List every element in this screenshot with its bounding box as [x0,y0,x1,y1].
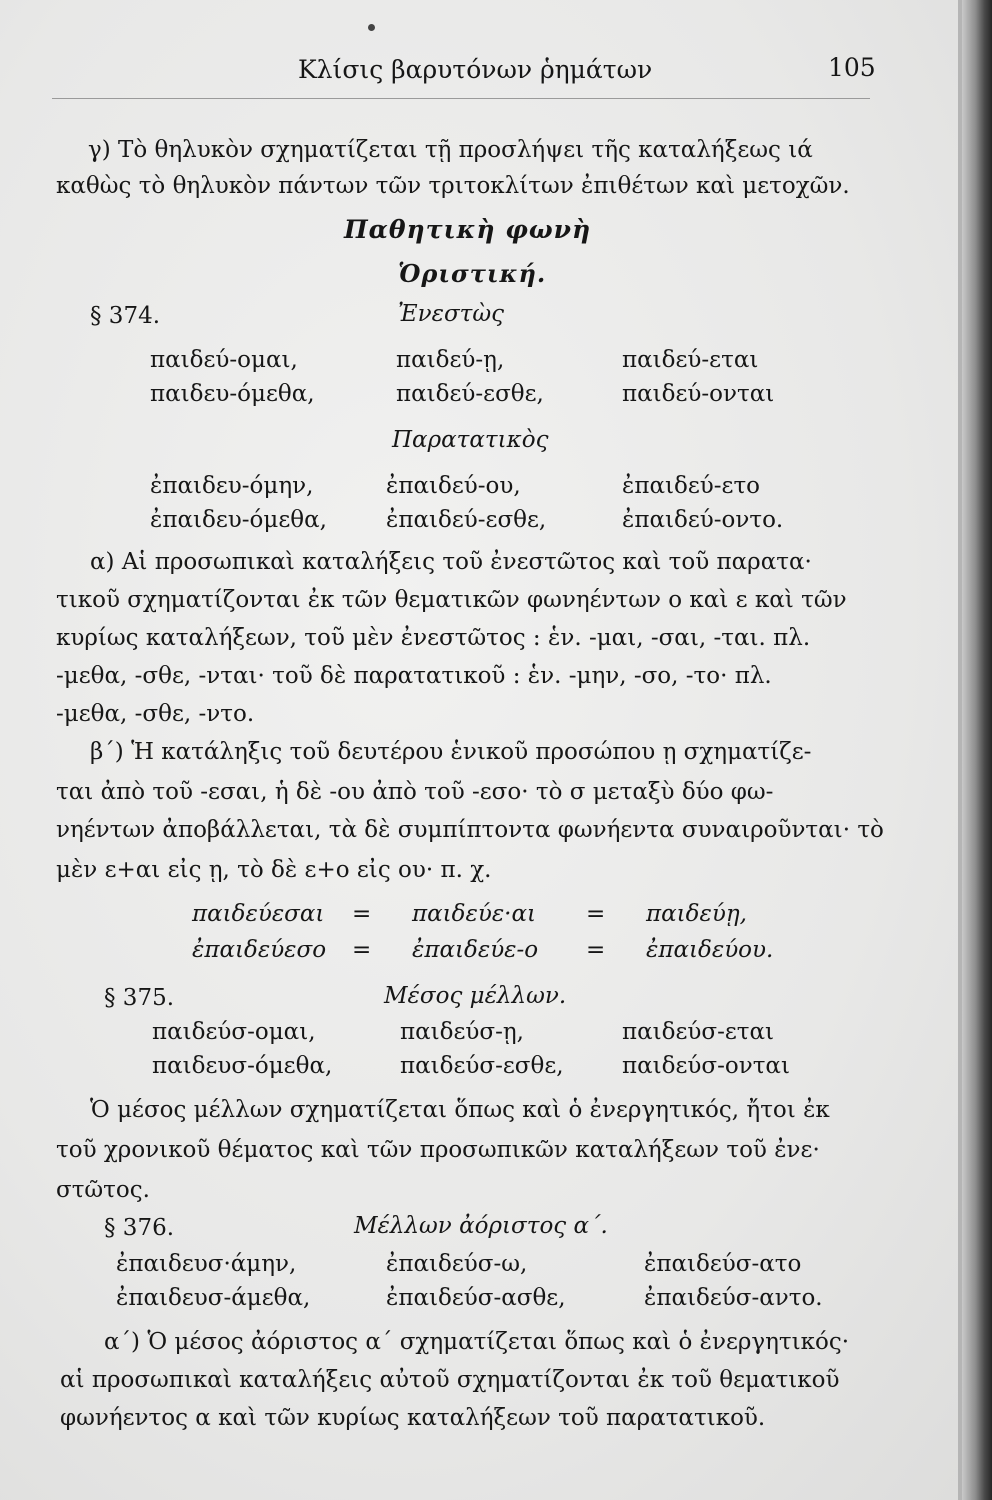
paragraph-beta-line: μὲν ε+αι εἰς ῃ, τὸ δὲ ε+ο εἰς ου· π. χ. [56,857,492,883]
example-equals: = [586,901,606,927]
heading-aorist: Μέλλων ἀόριστος α΄. [354,1213,608,1239]
header-rule [52,98,870,99]
form-cell: παιδεύ-εσθε, [396,381,544,407]
example-cell: παιδεύεσαι [192,901,325,927]
form-cell: παιδεύσ-εται [622,1019,775,1045]
form-cell: ἐπαιδεύ-οντο. [622,507,784,533]
form-cell: παιδεύσ-εσθε, [400,1053,564,1079]
example-equals: = [586,937,606,963]
heading-imperfect: Παρατατικὸς [392,427,549,453]
form-cell: παιδεύσ-ομαι, [152,1019,316,1045]
ink-speck [368,24,375,31]
form-cell: παιδεύ-ονται [622,381,775,407]
form-cell: παιδεύσ-ῃ, [400,1019,524,1045]
form-cell: ἐπαιδεύσ-αντο. [644,1285,823,1311]
paragraph-alpha-line: -μεθα, -σθε, -ντο. [56,701,255,727]
form-cell: παιδεύσ-ονται [622,1053,790,1079]
form-cell: ἐπαιδεύ-ου, [386,473,521,499]
form-cell: ἐπαιδευ-όμην, [150,473,314,499]
form-cell: παιδεύ-ῃ, [396,347,505,373]
page-number: 105 [828,53,876,82]
form-cell: ἐπαιδεύσ-ατο [644,1251,802,1277]
paragraph-future-line: τοῦ χρονικοῦ θέματος καὶ τῶν προσωπικῶν καταλήξεων τοῦ ἐνε· [56,1137,820,1163]
paragraph-aorist-line: φωνήεντος α καὶ τῶν κυρίως καταλήξεων τοῦ παρατατικοῦ. [60,1405,766,1431]
example-cell: ἐπαιδεύου. [646,937,774,963]
example-cell: παιδεύῃ, [646,901,747,927]
example-equals: = [352,901,372,927]
paragraph-gamma-line-1: γ) Τὸ θηλυκὸν σχηματίζεται τῇ προσλήψει τῆς καταλήξεως ιά [88,137,813,163]
example-equals: = [352,937,372,963]
form-cell: παιδεύ-ομαι, [150,347,298,373]
form-cell: ἐπαιδεύσ-ω, [386,1251,528,1277]
paragraph-alpha-line: κυρίως καταλήξεων, τοῦ μὲν ἐνεστῶτος : ἑν. -μαι, -σαι, -ται. πλ. [56,625,811,651]
paragraph-alpha-line: α) Αἱ προσωπικαὶ καταλήξεις τοῦ ἐνεστῶτος καὶ τοῦ παρατα· [90,549,812,575]
paragraph-alpha-line: τικοῦ σχηματίζονται ἐκ τῶν θεματικῶν φωνηέντων ο καὶ ε καὶ τῶν [56,587,847,613]
form-cell: ἐπαιδεύσ-ασθε, [386,1285,566,1311]
form-cell: ἐπαιδεύ-εσθε, [386,507,547,533]
section-374: § 374. [90,303,161,329]
form-cell: παιδεύ-εται [622,347,759,373]
form-cell: παιδευ-όμεθα, [150,381,315,407]
paragraph-gamma-line-2: καθὼς τὸ θηλυκὸν πάντων τῶν τριτοκλίτων ἐπιθέτων καὶ μετοχῶν. [56,173,850,199]
paragraph-aorist-line: αἱ προσωπικαὶ καταλήξεις αὐτοῦ σχηματίζονται ἐκ τοῦ θεματικοῦ [60,1367,840,1393]
paragraph-beta-line: β΄) Ἡ κατάληξις τοῦ δευτέρου ἑνικοῦ προσώπου ῃ σχηματίζε- [90,739,812,765]
paragraph-aorist-line: α΄) Ὁ μέσος ἀόριστος α΄ σχηματίζεται ὅπως καὶ ὁ ἐνεργητικός· [104,1329,850,1355]
example-cell: παιδεύε·αι [412,901,537,927]
form-cell: ἐπαιδευσ·άμην, [116,1251,297,1277]
form-cell: ἐπαιδεύ-ετο [622,473,761,499]
heading-future: Μέσος μέλλων. [384,983,567,1009]
example-cell: ἐπαιδεύε-ο [412,937,539,963]
section-376: § 376. [104,1215,175,1241]
heading-indicative: Ὁριστική. [398,259,547,288]
paragraph-beta-line: ται ἀπὸ τοῦ -εσαι, ἡ δὲ -ου ἀπὸ τοῦ -εσο· τὸ σ μεταξὺ δύο φω- [56,779,774,805]
heading-present: Ἐνεστὼς [398,301,505,327]
paragraph-future-line: Ὁ μέσος μέλλων σχηματίζεται ὅπως καὶ ὁ ἐνεργητικός, ἤτοι ἐκ [90,1097,830,1123]
form-cell: παιδευσ-όμεθα, [152,1053,333,1079]
book-binding-edge [962,0,992,1500]
form-cell: ἐπαιδευ-όμεθα, [150,507,327,533]
form-cell: ἐπαιδευσ-άμεθα, [116,1285,311,1311]
paragraph-beta-line: νηέντων ἀποβάλλεται, τὰ δὲ συμπίπτοντα φωνήεντα συναιροῦνται· τὸ [56,817,884,843]
example-cell: ἐπαιδεύεσο [192,937,327,963]
running-title: Κλίσις βαρυτόνων ῥημάτων [298,55,653,84]
heading-passive-voice: Παθητικὴ φωνὴ [344,215,592,244]
paragraph-alpha-line: -μεθα, -σθε, -νται· τοῦ δὲ παρατατικοῦ : ἑν. -μην, -σο, -το· πλ. [56,663,772,689]
section-375: § 375. [104,985,175,1011]
paragraph-future-line: στῶτος. [56,1177,150,1203]
